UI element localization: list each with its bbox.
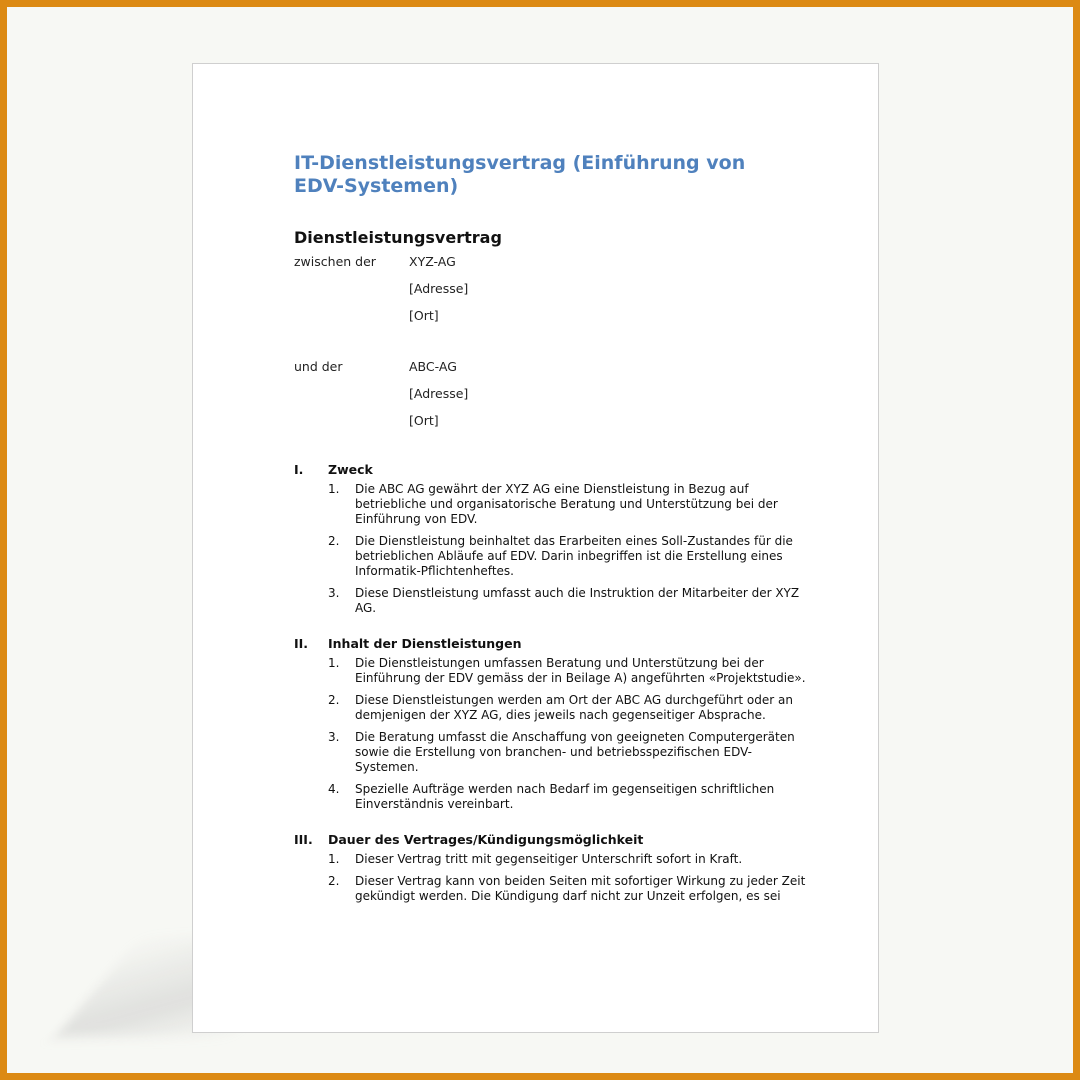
section-heading (294, 462, 814, 482)
party-address: [Adresse] (409, 281, 469, 296)
section-item-list (294, 482, 814, 616)
list-item (294, 586, 814, 616)
section-number: III. (294, 832, 313, 847)
party-city: [Ort] (409, 413, 439, 428)
item-number: 3. (328, 586, 340, 600)
list-item (294, 874, 814, 904)
contract-heading: Dienstleistungsvertrag (294, 228, 502, 247)
list-item (294, 482, 814, 527)
section-title: Zweck (328, 462, 373, 477)
section-title: Inhalt der Dienstleistungen (328, 636, 522, 651)
item-number: 2. (328, 534, 340, 548)
section-title: Dauer des Vertrages/Kündigungsmöglichkeit (328, 832, 644, 847)
party-name: ABC-AG (409, 359, 457, 374)
list-item (294, 782, 814, 812)
item-text: Diese Dienstleistungen werden am Ort der ABC AG durchgeführt oder an demjenigen der XYZ AG, dies jeweils nach gegenseitiger Absprache. (355, 693, 793, 722)
item-number: 4. (328, 782, 340, 796)
item-text: Spezielle Aufträge werden nach Bedarf im gegenseitigen schriftlichen Einverständnis vereinbart. (355, 782, 775, 811)
outer-frame (7, 7, 1073, 1073)
list-item (294, 852, 814, 867)
item-text: Dieser Vertrag kann von beiden Seiten mit sofortiger Wirkung zu jeder Zeit gekündigt werden. Die Kündigung darf nicht zur Unzeit erfolgen, es sei (355, 874, 806, 903)
section-zweck (294, 462, 814, 623)
item-text: Die Dienstleistung beinhaltet das Erarbeiten eines Soll-Zustandes für die betrieblichen Abläufe auf EDV. Darin inbegriffen ist die Erstellung eines Informatik-Pflichtenheftes. (355, 534, 793, 578)
document-page (192, 63, 879, 1033)
list-item (294, 730, 814, 775)
section-number: I. (294, 462, 304, 477)
section-number: II. (294, 636, 309, 651)
item-text: Dieser Vertrag tritt mit gegenseitiger Unterschrift sofort in Kraft. (355, 852, 743, 866)
section-inhalt (294, 636, 814, 819)
section-heading (294, 636, 814, 656)
item-text: Die ABC AG gewährt der XYZ AG eine Dienstleistung in Bezug auf betriebliche und organisatorische Beratung und Unterstützung bei der Einführung von EDV. (355, 482, 778, 526)
list-item (294, 534, 814, 579)
item-number: 3. (328, 730, 340, 744)
item-text: Diese Dienstleistung umfasst auch die Instruktion der Mitarbeiter der XYZ AG. (355, 586, 800, 615)
section-item-list (294, 852, 814, 904)
list-item (294, 693, 814, 723)
document-title: IT-Dienstleistungsvertrag (Einführung von EDV-Systemen) (294, 152, 746, 197)
section-heading (294, 832, 814, 852)
party-label: zwischen der (294, 254, 376, 269)
section-item-list (294, 656, 814, 812)
party-address: [Adresse] (409, 386, 469, 401)
item-number: 1. (328, 482, 340, 496)
party-label: und der (294, 359, 343, 374)
list-item (294, 656, 814, 686)
party-city: [Ort] (409, 308, 439, 323)
item-number: 1. (328, 656, 340, 670)
item-number: 2. (328, 693, 340, 707)
item-text: Die Beratung umfasst die Anschaffung von geeigneten Computergeräten sowie die Erstellung von branchen- und betriebsspezifischen EDV-Systemen. (355, 730, 795, 774)
section-dauer (294, 832, 814, 911)
item-text: Die Dienstleistungen umfassen Beratung und Unterstützung bei der Einführung der EDV gemäss der in Beilage A) angeführten «Projektstudie». (355, 656, 806, 685)
item-number: 1. (328, 852, 340, 866)
item-number: 2. (328, 874, 340, 888)
party-name: XYZ-AG (409, 254, 456, 269)
